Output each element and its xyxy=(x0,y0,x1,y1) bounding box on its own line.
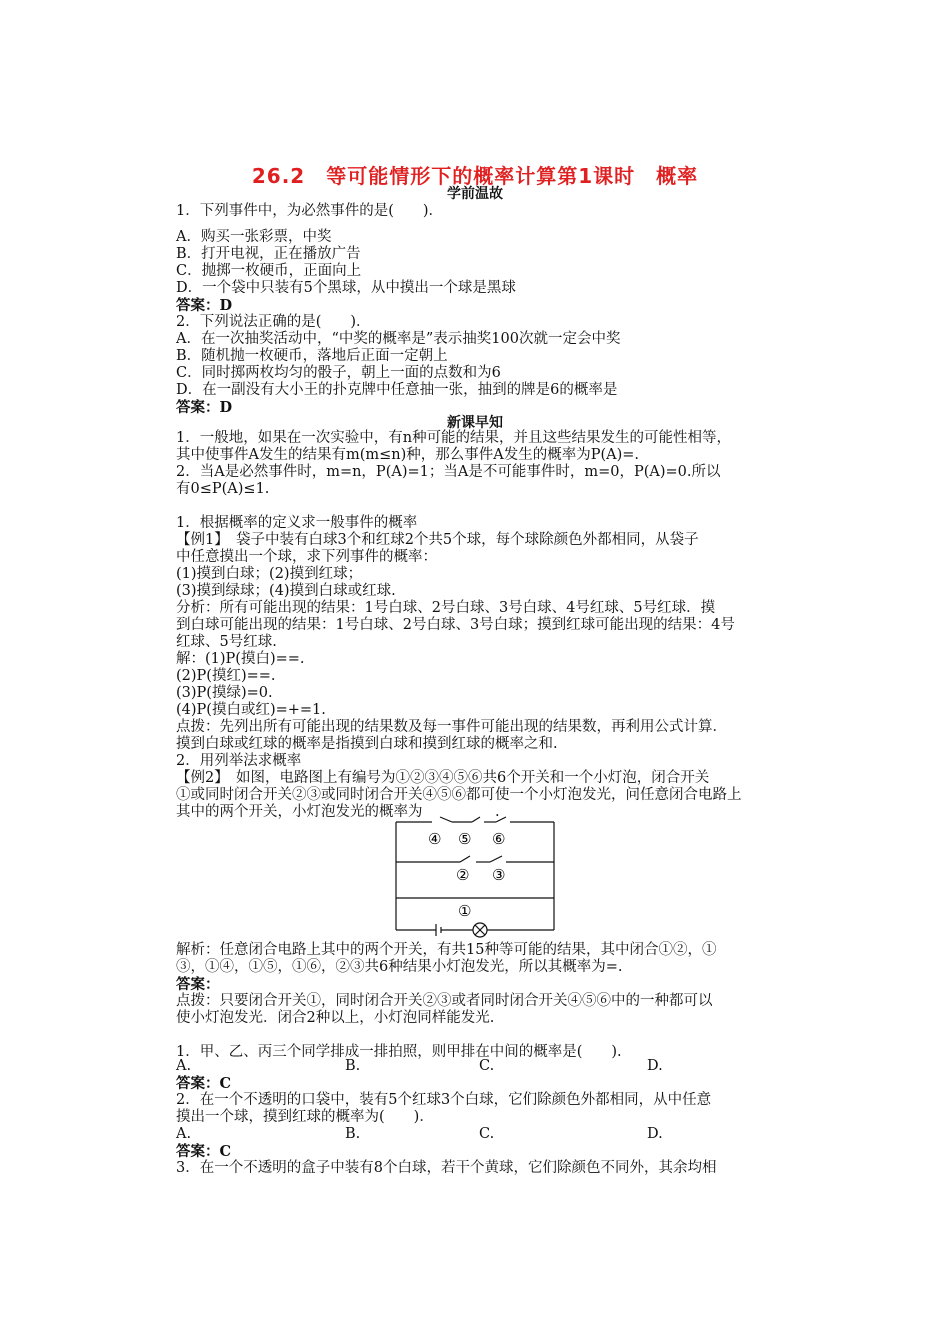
option-b: B. xyxy=(345,1058,361,1074)
answer-line: 答案： xyxy=(176,976,220,993)
option-b: B. xyxy=(345,1126,361,1142)
text-line: 1．一般地，如果在一次实验中，有n种可能的结果，并且这些结果发生的可能性相等， xyxy=(176,430,732,446)
option-c: C. xyxy=(479,1126,495,1142)
tip-line: 点拨：只要闭合开关①，同时闭合开关②③或者同时闭合开关④⑤⑥中的一种都可以 xyxy=(176,993,713,1009)
solution-line: (4)P(摸白或红)=+=1. xyxy=(176,702,326,718)
switch-label: ① xyxy=(458,902,472,920)
example-line: ①或同时闭合开关②③或同时闭合开关④⑤⑥都可使一个小灯泡发光，问任意闭合电路上 xyxy=(176,787,742,803)
example-line: 【例2】 如图，电路图上有编号为①②③④⑤⑥共6个开关和一个小灯泡，闭合开关 xyxy=(176,770,710,786)
tip-line: 点拨：先列出所有可能出现的结果数及每一事件可能出现的结果数，再利用公式计算． xyxy=(176,719,727,735)
solution-line: 解：(1)P(摸白)==. xyxy=(176,651,305,667)
page-title: 26.2 等可能情形下的概率计算第1课时 概率 xyxy=(251,164,699,188)
option-a: A. xyxy=(176,1126,192,1142)
option-c: C. xyxy=(479,1058,495,1074)
question-line: 1．下列事件中，为必然事件的是( )． xyxy=(176,203,444,219)
option-line: B．打开电视，正在播放广告 xyxy=(176,246,361,262)
option-line: A．购买一张彩票，中奖 xyxy=(176,229,332,245)
analysis-line: 解析：任意闭合电路上其中的两个开关，有共15种等可能的结果，其中闭合①②，① xyxy=(176,942,717,958)
answer-line: 答案：C xyxy=(176,1075,232,1092)
option-line: C．同时掷两枚均匀的骰子，朝上一面的点数和为6 xyxy=(176,365,501,381)
switch-label: ④ xyxy=(428,830,442,848)
analysis-line: 红球、5号红球. xyxy=(176,634,277,650)
answer-line: 答案：C xyxy=(176,1143,232,1160)
analysis-line: 分析：所有可能出现的结果：1号白球、2号白球、3号白球、4号红球、5号红球．摸 xyxy=(176,600,716,616)
answer-line: 答案：D xyxy=(176,297,233,314)
example-line: (3)摸到绿球；(4)摸到白球或红球. xyxy=(176,583,396,599)
option-line: A．在一次抽奖活动中，“中奖的概率是”表示抽奖100次就一定会中奖 xyxy=(176,331,621,347)
question-line: 1．甲、乙、丙三个同学排成一排拍照，则甲排在中间的概率是( ). xyxy=(176,1044,622,1060)
solution-line: (3)P(摸绿)=0. xyxy=(176,685,273,701)
tip-line: 摸到白球或红球的概率是指摸到白球和摸到红球的概率之和. xyxy=(176,736,558,752)
option-a: A. xyxy=(176,1058,192,1074)
circuit-diagram xyxy=(380,812,560,940)
option-line: D．一个袋中只装有5个黑球，从中摸出一个球是黑球 xyxy=(176,280,516,296)
section-heading-review: 学前温故 xyxy=(447,186,503,202)
switch-label: ⑥ xyxy=(492,830,506,848)
option-line: D．在一副没有大小王的扑克牌中任意抽一张，抽到的牌是6的概率是 xyxy=(176,382,618,398)
question-line: 摸出一个球，摸到红球的概率为( )． xyxy=(176,1109,434,1125)
example-line: (1)摸到白球；(2)摸到红球； xyxy=(176,566,363,582)
subheading: 1．根据概率的定义求一般事件的概率 xyxy=(176,515,418,531)
analysis-line: ③，①④，①⑤，①⑥，②③共6种结果小灯泡发光，所以其概率为=. xyxy=(176,959,623,975)
question-line: 2．下列说法正确的是( )． xyxy=(176,314,371,330)
switch-label: ② xyxy=(456,866,470,884)
option-d: D. xyxy=(647,1058,663,1074)
text-line: 有0≤P(A)≤1. xyxy=(176,481,270,497)
switch-label: ⑤ xyxy=(458,830,472,848)
switch-label: ③ xyxy=(492,866,506,884)
analysis-line: 到白球可能出现的结果：1号白球、2号白球、3号白球；摸到红球可能出现的结果：4号 xyxy=(176,617,735,633)
option-line: B．随机抛一枚硬币，落地后正面一定朝上 xyxy=(176,348,448,364)
subheading: 2．用列举法求概率 xyxy=(176,753,302,769)
question-line: 3．在一个不透明的盒子中装有8个白球，若干个黄球，它们除颜色不同外，其余均相 xyxy=(176,1160,717,1176)
tip-line: 使小灯泡发光．闭合2种以上，小灯泡同样能发光. xyxy=(176,1010,495,1026)
text-line: 其中使事件A发生的结果有m(m≤n)种，那么事件A发生的概率为P(A)=. xyxy=(176,447,640,463)
text-line: 2．当A是必然事件时，m=n，P(A)=1；当A是不可能事件时，m=0，P(A)=0.所以 xyxy=(176,464,721,480)
example-line: 【例1】 袋子中装有白球3个和红球2个共5个球，每个球除颜色外都相同，从袋子 xyxy=(176,532,699,548)
section-heading-preview: 新课早知 xyxy=(447,415,503,431)
question-line: 2．在一个不透明的口袋中，装有5个红球3个白球，它们除颜色外都相同，从中任意 xyxy=(176,1092,712,1108)
solution-line: (2)P(摸红)==. xyxy=(176,668,276,684)
option-line: C．抛掷一枚硬币，正面向上 xyxy=(176,263,362,279)
answer-line: 答案：D xyxy=(176,399,233,416)
example-line: 其中的两个开关，小灯泡发光的概率为 . xyxy=(176,804,500,820)
option-d: D. xyxy=(647,1126,663,1142)
example-line: 中任意摸出一个球，求下列事件的概率： xyxy=(176,549,437,565)
